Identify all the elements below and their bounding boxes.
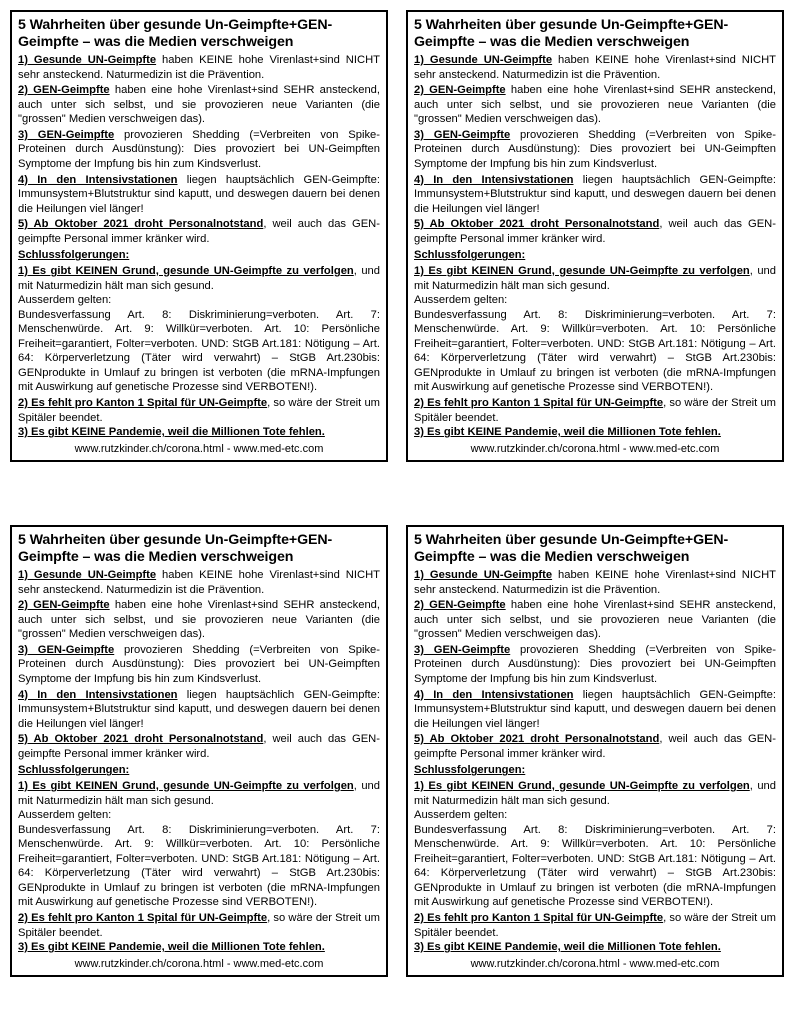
conclusion-1-bold: 1) Es gibt KEINEN Grund, gesunde UN-Geimpfte zu verfolgen (414, 264, 750, 277)
flyer-card (406, 10, 784, 462)
legal-intro: Ausserdem gelten: (18, 809, 112, 822)
flyer-urls[interactable]: www.rutzkinder.ch/corona.html - www.med-etc.com (74, 957, 324, 970)
conclusion-1 (18, 779, 380, 808)
point-2-text: haben eine hohe Virenlast+sind SEHR ansteckend, auch unter sich selbst, und sie provozieren neue Varianten (die "grossen" Medien verschweigen das). (18, 84, 380, 126)
point-2-text: haben eine hohe Virenlast+sind SEHR ansteckend, auch unter sich selbst, und sie provozieren neue Varianten (die "grossen" Medien verschweigen das). (18, 599, 380, 641)
point-4 (18, 173, 380, 217)
conclusion-2 (18, 396, 380, 425)
flyer-title: 5 Wahrheiten über gesunde Un-Geimpfte+GEN-Geimpfte – was die Medien verschweigen (414, 532, 729, 566)
point-2-text: haben eine hohe Virenlast+sind SEHR ansteckend, auch unter sich selbst, und sie provozieren neue Varianten (die "grossen" Medien verschweigen das). (414, 599, 776, 641)
conclusion-1-rest: , und mit Naturmedizin hält man sich gesund. (414, 264, 776, 292)
conclusion-3: 3) Es gibt KEINE Pandemie, weil die Millionen Tote fehlen. (414, 941, 721, 954)
legal-intro: Ausserdem gelten: (414, 809, 508, 822)
point-3-text: provozieren Shedding (=Verbreiten von Spike-Proteinen durch Ausdünstung): Dies provoziert bei UN-Geimpften Symptome der Impfung bis hin zum Kindsverlust. (18, 128, 380, 170)
conclusion-2-rest: , so wäre der Streit um Spitäler beendet. (414, 912, 776, 939)
flyer-urls[interactable]: www.rutzkinder.ch/corona.html - www.med-etc.com (470, 442, 720, 455)
conclusion-2-bold: 2) Es fehlt pro Kanton 1 Spital für UN-Geimpfte (18, 912, 268, 924)
flyer-card (10, 525, 388, 977)
point-2-lead: 2) GEN-Geimpfte (18, 599, 110, 612)
conclusion-3: 3) Es gibt KEINE Pandemie, weil die Millionen Tote fehlen. (18, 941, 325, 954)
flyer-title: 5 Wahrheiten über gesunde Un-Geimpfte+GEN-Geimpfte – was die Medien verschweigen (18, 17, 333, 51)
point-1-text: haben KEINE hohe Virenlast+sind NICHT sehr ansteckend. Naturmedizin ist die Prävention. (414, 54, 776, 81)
point-1 (414, 568, 776, 597)
conclusion-1-bold: 1) Es gibt KEINEN Grund, gesunde UN-Geimpfte zu verfolgen (414, 779, 750, 792)
conclusion-1-bold: 1) Es gibt KEINEN Grund, gesunde UN-Geimpfte zu verfolgen (18, 264, 354, 277)
point-5-lead: 5) Ab Oktober 2021 droht Personalnotstand (414, 218, 660, 231)
legal-text: Bundesverfassung Art. 8: Diskriminierung=verboten. Art. 7: Menschenwürde. Art. 9: Willkür=verboten. Art. 10: Persönliche Freiheit=garantiert, Folter=verboten. UND: StGB Art.181: Nötigung – Art. 64: Körperverletzung (Täter wird verwahrt) – StGB Art.230bis: GENprodukte in Umlauf zu bringen ist verboten (die mRNA-Impfungen mit Auswirkung auf genetische Prozesse sind VERBOTEN!). (414, 823, 776, 909)
flyer-cell-3 (0, 515, 396, 1030)
point-5-lead: 5) Ab Oktober 2021 droht Personalnotstand (414, 733, 660, 746)
point-3-text: provozieren Shedding (=Verbreiten von Spike-Proteinen durch Ausdünstung): Dies provoziert bei UN-Geimpften Symptome der Impfung bis hin zum Kindsverlust. (18, 643, 380, 685)
point-1-lead: 1) Gesunde UN-Geimpfte (414, 54, 553, 67)
point-2-lead: 2) GEN-Geimpfte (414, 84, 506, 97)
legal-text: Bundesverfassung Art. 8: Diskriminierung=verboten. Art. 7: Menschenwürde. Art. 9: Willkür=verboten. Art. 10: Persönliche Freiheit=garantiert, Folter=verboten. UND: StGB Art.181: Nötigung – Art. 64: Körperverletzung (Täter wird verwahrt) – StGB Art.230bis: GENprodukte in Umlauf zu bringen ist verboten (die mRNA-Impfungen mit Auswirkung auf genetische Prozesse sind VERBOTEN!). (18, 823, 380, 909)
point-4-text: liegen hauptsächlich GEN-Geimpfte: Immunsystem+Blutstruktur sind kaputt, und deswegen dauern bei denen die Heilungen viel länger! (414, 173, 776, 215)
point-5-text: , weil auch das GEN-geimpfte Personal immer kränker wird. (18, 733, 380, 760)
conclusion-1-rest: , und mit Naturmedizin hält man sich gesund. (18, 779, 380, 807)
point-2-text: haben eine hohe Virenlast+sind SEHR ansteckend, auch unter sich selbst, und sie provozieren neue Varianten (die "grossen" Medien verschweigen das). (414, 84, 776, 126)
point-2 (18, 598, 380, 642)
legal-intro: Ausserdem gelten: (414, 294, 508, 307)
conclusion-2-bold: 2) Es fehlt pro Kanton 1 Spital für UN-Geimpfte (18, 397, 268, 409)
conclusions-heading: Schlussfolgerungen: (18, 249, 130, 262)
point-4 (414, 173, 776, 217)
point-5-text: , weil auch das GEN-geimpfte Personal immer kränker wird. (414, 733, 776, 760)
flyer-urls[interactable]: www.rutzkinder.ch/corona.html - www.med-etc.com (74, 442, 324, 455)
flyer-title: 5 Wahrheiten über gesunde Un-Geimpfte+GEN-Geimpfte – was die Medien verschweigen (414, 17, 729, 51)
point-3-lead: 3) GEN-Geimpfte (18, 128, 115, 141)
point-4-text: liegen hauptsächlich GEN-Geimpfte: Immunsystem+Blutstruktur sind kaputt, und deswegen dauern bei denen die Heilungen viel länger! (414, 688, 776, 730)
point-4-lead: 4) In den Intensivstationen (414, 688, 574, 701)
conclusion-2-rest: , so wäre der Streit um Spitäler beendet. (18, 397, 380, 424)
flyer-cell-2 (396, 0, 792, 515)
conclusion-3: 3) Es gibt KEINE Pandemie, weil die Millionen Tote fehlen. (414, 426, 721, 439)
conclusions-heading: Schlussfolgerungen: (18, 764, 130, 777)
conclusion-1-rest: , und mit Naturmedizin hält man sich gesund. (414, 779, 776, 807)
point-3 (18, 643, 380, 687)
point-2-lead: 2) GEN-Geimpfte (414, 599, 506, 612)
flyer-cell-1 (0, 0, 396, 515)
point-4-text: liegen hauptsächlich GEN-Geimpfte: Immunsystem+Blutstruktur sind kaputt, und deswegen dauern bei denen die Heilungen viel länger! (18, 688, 380, 730)
conclusion-3: 3) Es gibt KEINE Pandemie, weil die Millionen Tote fehlen. (18, 426, 325, 439)
point-4 (18, 688, 380, 732)
flyer-title: 5 Wahrheiten über gesunde Un-Geimpfte+GEN-Geimpfte – was die Medien verschweigen (18, 532, 333, 566)
point-1-lead: 1) Gesunde UN-Geimpfte (414, 569, 553, 582)
point-4-lead: 4) In den Intensivstationen (18, 173, 178, 186)
point-1 (18, 53, 380, 82)
conclusion-2 (414, 911, 776, 940)
conclusion-2-rest: , so wäre der Streit um Spitäler beendet. (414, 397, 776, 424)
point-4 (414, 688, 776, 732)
point-1 (414, 53, 776, 82)
flyer-card (10, 10, 388, 462)
point-5-lead: 5) Ab Oktober 2021 droht Personalnotstand (18, 218, 264, 231)
point-3 (18, 128, 380, 172)
point-4-lead: 4) In den Intensivstationen (18, 688, 178, 701)
point-3-lead: 3) GEN-Geimpfte (18, 643, 115, 656)
conclusions-heading: Schlussfolgerungen: (414, 249, 526, 262)
point-3-lead: 3) GEN-Geimpfte (414, 128, 511, 141)
point-5 (414, 732, 776, 761)
point-3 (414, 643, 776, 687)
conclusion-1-bold: 1) Es gibt KEINEN Grund, gesunde UN-Geimpfte zu verfolgen (18, 779, 354, 792)
conclusion-2-bold: 2) Es fehlt pro Kanton 1 Spital für UN-Geimpfte (414, 912, 664, 924)
point-5 (18, 732, 380, 761)
conclusion-1-rest: , und mit Naturmedizin hält man sich gesund. (18, 264, 380, 292)
point-2 (18, 83, 380, 127)
conclusion-2-bold: 2) Es fehlt pro Kanton 1 Spital für UN-Geimpfte (414, 397, 664, 409)
conclusion-1 (414, 264, 776, 293)
conclusion-1 (18, 264, 380, 293)
legal-text: Bundesverfassung Art. 8: Diskriminierung=verboten. Art. 7: Menschenwürde. Art. 9: Willkür=verboten. Art. 10: Persönliche Freiheit=garantiert, Folter=verboten. UND: StGB Art.181: Nötigung – Art. 64: Körperverletzung (Täter wird verwahrt) – StGB Art.230bis: GENprodukte in Umlauf zu bringen ist verboten (die mRNA-Impfungen mit Auswirkung auf genetische Prozesse sind VERBOTEN!). (18, 308, 380, 394)
flyer-urls[interactable]: www.rutzkinder.ch/corona.html - www.med-etc.com (470, 957, 720, 970)
conclusion-2 (18, 911, 380, 940)
conclusion-2-rest: , so wäre der Streit um Spitäler beendet. (18, 912, 380, 939)
conclusions-heading: Schlussfolgerungen: (414, 764, 526, 777)
point-3-lead: 3) GEN-Geimpfte (414, 643, 511, 656)
point-1-lead: 1) Gesunde UN-Geimpfte (18, 569, 157, 582)
point-5 (18, 217, 380, 246)
point-1-lead: 1) Gesunde UN-Geimpfte (18, 54, 157, 67)
flyer-card (406, 525, 784, 977)
legal-intro: Ausserdem gelten: (18, 294, 112, 307)
point-4-lead: 4) In den Intensivstationen (414, 173, 574, 186)
point-1-text: haben KEINE hohe Virenlast+sind NICHT sehr ansteckend. Naturmedizin ist die Prävention. (414, 569, 776, 596)
point-2-lead: 2) GEN-Geimpfte (18, 84, 110, 97)
point-2 (414, 83, 776, 127)
point-3 (414, 128, 776, 172)
point-5-text: , weil auch das GEN-geimpfte Personal immer kränker wird. (414, 218, 776, 245)
point-1-text: haben KEINE hohe Virenlast+sind NICHT sehr ansteckend. Naturmedizin ist die Prävention. (18, 54, 380, 81)
conclusion-1 (414, 779, 776, 808)
point-5-lead: 5) Ab Oktober 2021 droht Personalnotstand (18, 733, 264, 746)
point-4-text: liegen hauptsächlich GEN-Geimpfte: Immunsystem+Blutstruktur sind kaputt, und deswegen dauern bei denen die Heilungen viel länger! (18, 173, 380, 215)
point-3-text: provozieren Shedding (=Verbreiten von Spike-Proteinen durch Ausdünstung): Dies provoziert bei UN-Geimpften Symptome der Impfung bis hin zum Kindsverlust. (414, 643, 776, 685)
point-3-text: provozieren Shedding (=Verbreiten von Spike-Proteinen durch Ausdünstung): Dies provoziert bei UN-Geimpften Symptome der Impfung bis hin zum Kindsverlust. (414, 128, 776, 170)
point-2 (414, 598, 776, 642)
conclusion-2 (414, 396, 776, 425)
flyer-cell-4 (396, 515, 792, 1030)
point-5-text: , weil auch das GEN-geimpfte Personal immer kränker wird. (18, 218, 380, 245)
point-5 (414, 217, 776, 246)
point-1-text: haben KEINE hohe Virenlast+sind NICHT sehr ansteckend. Naturmedizin ist die Prävention. (18, 569, 380, 596)
legal-text: Bundesverfassung Art. 8: Diskriminierung=verboten. Art. 7: Menschenwürde. Art. 9: Willkür=verboten. Art. 10: Persönliche Freiheit=garantiert, Folter=verboten. UND: StGB Art.181: Nötigung – Art. 64: Körperverletzung (Täter wird verwahrt) – StGB Art.230bis: GENprodukte in Umlauf zu bringen ist verboten (die mRNA-Impfungen mit Auswirkung auf genetische Prozesse sind VERBOTEN!). (414, 308, 776, 394)
point-1 (18, 568, 380, 597)
